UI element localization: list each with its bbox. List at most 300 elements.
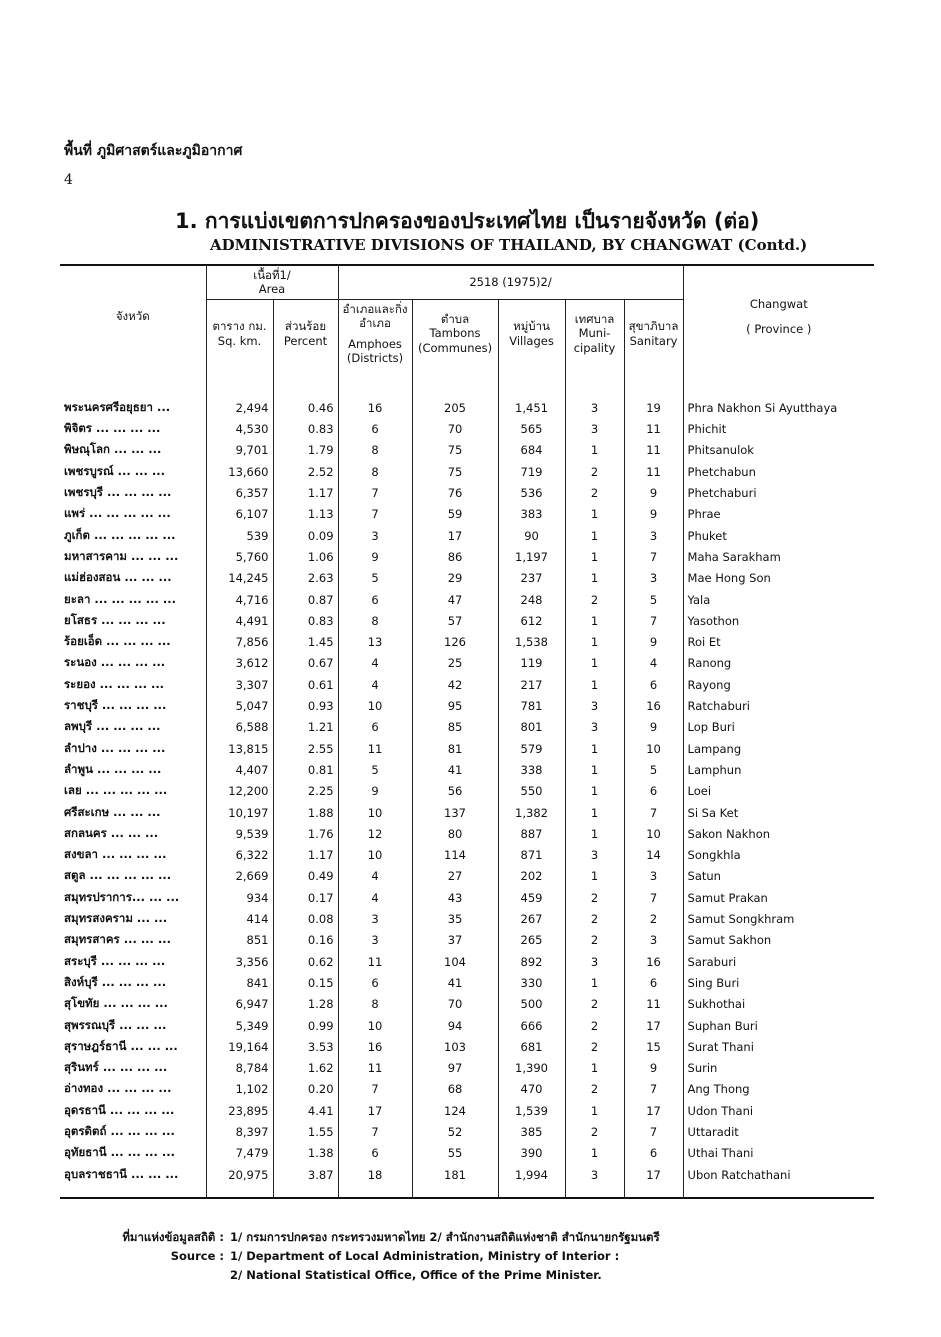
page-number: 4 <box>64 172 73 188</box>
header-amphoe-thai: อำเภอและกิ่งอำเภอ <box>342 301 408 331</box>
province-english-cell: Phichit <box>683 419 874 440</box>
table-row <box>60 802 874 823</box>
tambon-cell: 70 <box>412 419 498 440</box>
amphoe-cell: 7 <box>338 504 412 525</box>
tambon-cell: 52 <box>412 1121 498 1142</box>
header-sqkm <box>206 299 273 367</box>
table-row <box>60 930 874 951</box>
table-row <box>60 1036 874 1057</box>
header-villages-english: Villages <box>509 333 554 348</box>
amphoe-cell: 10 <box>338 695 412 716</box>
table-row <box>60 1121 874 1142</box>
area-cell: 5,349 <box>206 1015 273 1036</box>
percent-cell: 0.99 <box>273 1015 338 1036</box>
province-english-cell: Sukhothai <box>683 994 874 1015</box>
amphoe-cell: 6 <box>338 419 412 440</box>
province-english-cell: Uthai Thani <box>683 1143 874 1164</box>
table-row <box>60 674 874 695</box>
percent-cell: 2.52 <box>273 461 338 482</box>
tambon-cell: 35 <box>412 908 498 929</box>
area-cell: 841 <box>206 972 273 993</box>
municipality-cell: 1 <box>565 1143 624 1164</box>
amphoe-cell: 8 <box>338 994 412 1015</box>
area-cell: 6,357 <box>206 482 273 503</box>
province-thai-cell: อุทัยธานี ... ... ... ... <box>60 1143 206 1164</box>
province-english-cell: Yasothon <box>683 610 874 631</box>
percent-cell: 1.88 <box>273 802 338 823</box>
sanitary-cell: 17 <box>624 1100 683 1121</box>
amphoe-cell: 3 <box>338 930 412 951</box>
header-year: 2518 (1975)2/ <box>338 265 683 299</box>
province-thai-cell: ราชบุรี ... ... ... ... <box>60 695 206 716</box>
villages-cell: 684 <box>498 440 565 461</box>
province-english-cell: Sakon Nakhon <box>683 823 874 844</box>
tambon-cell: 137 <box>412 802 498 823</box>
tambon-cell: 47 <box>412 589 498 610</box>
percent-cell: 0.83 <box>273 610 338 631</box>
percent-cell: 3.53 <box>273 1036 338 1057</box>
province-english-cell: Roi Et <box>683 632 874 653</box>
area-cell: 8,784 <box>206 1057 273 1078</box>
municipality-cell: 1 <box>565 823 624 844</box>
percent-cell: 1.17 <box>273 844 338 865</box>
table-row <box>60 738 874 759</box>
villages-cell: 237 <box>498 568 565 589</box>
municipality-cell: 1 <box>565 610 624 631</box>
tambon-cell: 124 <box>412 1100 498 1121</box>
sanitary-cell: 6 <box>624 972 683 993</box>
sanitary-cell: 17 <box>624 1015 683 1036</box>
amphoe-cell: 11 <box>338 951 412 972</box>
tambon-cell: 76 <box>412 482 498 503</box>
amphoe-cell: 10 <box>338 1015 412 1036</box>
percent-cell: 1.79 <box>273 440 338 461</box>
area-cell: 6,322 <box>206 844 273 865</box>
table-body <box>60 367 874 1198</box>
header-area-thai: เนื้อที่1/ <box>253 268 291 282</box>
villages-cell: 550 <box>498 781 565 802</box>
area-cell: 6,588 <box>206 717 273 738</box>
municipality-cell: 1 <box>565 866 624 887</box>
tambon-cell: 29 <box>412 568 498 589</box>
villages-cell: 781 <box>498 695 565 716</box>
province-english-cell: Lamphun <box>683 759 874 780</box>
villages-cell: 217 <box>498 674 565 695</box>
sanitary-cell: 7 <box>624 610 683 631</box>
header-sanitary <box>624 299 683 367</box>
table-row <box>60 653 874 674</box>
sanitary-cell: 3 <box>624 568 683 589</box>
tambon-cell: 126 <box>412 632 498 653</box>
percent-cell: 1.17 <box>273 482 338 503</box>
percent-cell: 0.17 <box>273 887 338 908</box>
sanitary-cell: 19 <box>624 397 683 418</box>
villages-cell: 681 <box>498 1036 565 1057</box>
tambon-cell: 205 <box>412 397 498 418</box>
province-thai-cell: ระนอง ... ... ... ... <box>60 653 206 674</box>
province-english-cell: Uttaradit <box>683 1121 874 1142</box>
percent-cell: 0.08 <box>273 908 338 929</box>
villages-cell: 459 <box>498 887 565 908</box>
municipality-cell: 1 <box>565 440 624 461</box>
source-notes <box>64 1228 660 1285</box>
percent-cell: 0.62 <box>273 951 338 972</box>
tambon-cell: 55 <box>412 1143 498 1164</box>
area-cell: 4,491 <box>206 610 273 631</box>
sanitary-cell: 3 <box>624 525 683 546</box>
percent-cell: 0.16 <box>273 930 338 951</box>
table-spacer-row <box>60 367 874 397</box>
province-thai-cell: อ่างทอง ... ... ... ... <box>60 1079 206 1100</box>
province-thai-cell: อุดรธานี ... ... ... ... <box>60 1100 206 1121</box>
area-cell: 539 <box>206 525 273 546</box>
area-cell: 3,307 <box>206 674 273 695</box>
amphoe-cell: 16 <box>338 1036 412 1057</box>
tambon-cell: 56 <box>412 781 498 802</box>
province-thai-cell: ยะลา ... ... ... ... ... <box>60 589 206 610</box>
sanitary-cell: 10 <box>624 823 683 844</box>
municipality-cell: 2 <box>565 461 624 482</box>
sanitary-cell: 7 <box>624 546 683 567</box>
percent-cell: 1.55 <box>273 1121 338 1142</box>
sanitary-cell: 14 <box>624 844 683 865</box>
sanitary-cell: 7 <box>624 802 683 823</box>
source-label-english: Source : <box>170 1249 224 1263</box>
province-english-cell: Phuket <box>683 525 874 546</box>
area-cell: 3,356 <box>206 951 273 972</box>
tambon-cell: 97 <box>412 1057 498 1078</box>
villages-cell: 390 <box>498 1143 565 1164</box>
municipality-cell: 3 <box>565 844 624 865</box>
municipality-cell: 1 <box>565 738 624 759</box>
villages-cell: 1,539 <box>498 1100 565 1121</box>
tambon-cell: 43 <box>412 887 498 908</box>
source-text-english-1: 1/ Department of Local Administration, Ministry of Interior : <box>230 1249 620 1263</box>
percent-cell: 1.62 <box>273 1057 338 1078</box>
table-row <box>60 866 874 887</box>
villages-cell: 470 <box>498 1079 565 1100</box>
tambon-cell: 75 <box>412 440 498 461</box>
province-thai-cell: สุโขทัย ... ... ... ... <box>60 994 206 1015</box>
province-english-cell: Lampang <box>683 738 874 759</box>
area-cell: 7,479 <box>206 1143 273 1164</box>
villages-cell: 90 <box>498 525 565 546</box>
table-row <box>60 440 874 461</box>
province-thai-cell: ระยอง ... ... ... ... <box>60 674 206 695</box>
sanitary-cell: 4 <box>624 653 683 674</box>
province-english-cell: Surat Thani <box>683 1036 874 1057</box>
province-thai-cell: อุตรดิตถ์ ... ... ... ... <box>60 1121 206 1142</box>
area-cell: 6,107 <box>206 504 273 525</box>
header-municipality-english: Muni- cipality <box>573 326 616 355</box>
municipality-cell: 1 <box>565 802 624 823</box>
header-sqkm-thai: ตาราง กม. <box>212 319 267 334</box>
percent-cell: 0.81 <box>273 759 338 780</box>
province-english-cell: Songkhla <box>683 844 874 865</box>
province-english-cell: Lop Buri <box>683 717 874 738</box>
municipality-cell: 1 <box>565 546 624 567</box>
header-sqkm-english: Sq. km. <box>217 333 262 348</box>
table-row <box>60 994 874 1015</box>
province-english-cell: Si Sa Ket <box>683 802 874 823</box>
sanitary-cell: 6 <box>624 1143 683 1164</box>
municipality-cell: 3 <box>565 695 624 716</box>
amphoe-cell: 10 <box>338 802 412 823</box>
province-english-cell: Surin <box>683 1057 874 1078</box>
amphoe-cell: 16 <box>338 397 412 418</box>
municipality-cell: 1 <box>565 632 624 653</box>
villages-cell: 248 <box>498 589 565 610</box>
province-english-cell: Samut Songkhram <box>683 908 874 929</box>
amphoe-cell: 4 <box>338 887 412 908</box>
villages-cell: 1,197 <box>498 546 565 567</box>
villages-cell: 579 <box>498 738 565 759</box>
amphoe-cell: 8 <box>338 440 412 461</box>
villages-cell: 892 <box>498 951 565 972</box>
province-english-cell: Phitsanulok <box>683 440 874 461</box>
amphoe-cell: 13 <box>338 632 412 653</box>
table-row <box>60 568 874 589</box>
villages-cell: 666 <box>498 1015 565 1036</box>
province-english-cell: Phetchaburi <box>683 482 874 503</box>
tambon-cell: 81 <box>412 738 498 759</box>
villages-cell: 1,382 <box>498 802 565 823</box>
sanitary-cell: 6 <box>624 674 683 695</box>
divisions-table <box>60 264 874 1199</box>
area-cell: 414 <box>206 908 273 929</box>
sanitary-cell: 3 <box>624 930 683 951</box>
amphoe-cell: 11 <box>338 738 412 759</box>
amphoe-cell: 4 <box>338 866 412 887</box>
sanitary-cell: 5 <box>624 759 683 780</box>
header-sanitary-english: Sanitary <box>629 333 678 348</box>
tambon-cell: 85 <box>412 717 498 738</box>
amphoe-cell: 6 <box>338 972 412 993</box>
amphoe-cell: 17 <box>338 1100 412 1121</box>
province-english-cell: Sing Buri <box>683 972 874 993</box>
percent-cell: 0.93 <box>273 695 338 716</box>
header-area <box>206 265 338 299</box>
municipality-cell: 1 <box>565 781 624 802</box>
area-cell: 8,397 <box>206 1121 273 1142</box>
tambon-cell: 94 <box>412 1015 498 1036</box>
province-thai-cell: พิษณุโลก ... ... ... <box>60 440 206 461</box>
villages-cell: 1,538 <box>498 632 565 653</box>
header-amphoe-english: Amphoes (Districts) <box>346 336 404 365</box>
amphoe-cell: 3 <box>338 908 412 929</box>
municipality-cell: 2 <box>565 1036 624 1057</box>
province-thai-cell: ลพบุรี ... ... ... ... <box>60 717 206 738</box>
header-tambon-english: Tambons (Communes) <box>417 326 493 355</box>
tambon-cell: 95 <box>412 695 498 716</box>
municipality-cell: 1 <box>565 504 624 525</box>
villages-cell: 719 <box>498 461 565 482</box>
province-english-cell: Satun <box>683 866 874 887</box>
percent-cell: 0.20 <box>273 1079 338 1100</box>
header-province-thai: จังหวัด <box>60 265 206 367</box>
province-thai-cell: ร้อยเอ็ด ... ... ... ... <box>60 632 206 653</box>
percent-cell: 4.41 <box>273 1100 338 1121</box>
table-row <box>60 759 874 780</box>
sanitary-cell: 7 <box>624 887 683 908</box>
area-cell: 5,047 <box>206 695 273 716</box>
amphoe-cell: 4 <box>338 653 412 674</box>
province-thai-cell: สุพรรณบุรี ... ... ... <box>60 1015 206 1036</box>
tambon-cell: 114 <box>412 844 498 865</box>
province-english-cell: Mae Hong Son <box>683 568 874 589</box>
sanitary-cell: 3 <box>624 866 683 887</box>
table-row <box>60 844 874 865</box>
header-sanitary-thai: สุขาภิบาล <box>628 319 679 334</box>
table-row <box>60 589 874 610</box>
municipality-cell: 2 <box>565 589 624 610</box>
percent-cell: 0.15 <box>273 972 338 993</box>
sanitary-cell: 11 <box>624 440 683 461</box>
percent-cell: 1.28 <box>273 994 338 1015</box>
tambon-cell: 42 <box>412 674 498 695</box>
percent-cell: 1.45 <box>273 632 338 653</box>
table-row <box>60 419 874 440</box>
municipality-cell: 3 <box>565 397 624 418</box>
area-cell: 4,716 <box>206 589 273 610</box>
percent-cell: 1.13 <box>273 504 338 525</box>
table-row <box>60 610 874 631</box>
municipality-cell: 1 <box>565 1100 624 1121</box>
header-changwat-english: Changwat <box>749 297 808 312</box>
source-row-english <box>64 1247 660 1266</box>
area-cell: 3,612 <box>206 653 273 674</box>
area-cell: 934 <box>206 887 273 908</box>
sanitary-cell: 9 <box>624 632 683 653</box>
table-row <box>60 632 874 653</box>
percent-cell: 1.06 <box>273 546 338 567</box>
tambon-cell: 70 <box>412 994 498 1015</box>
table-row <box>60 1143 874 1164</box>
table-row <box>60 482 874 503</box>
percent-cell: 0.87 <box>273 589 338 610</box>
area-cell: 14,245 <box>206 568 273 589</box>
table-row <box>60 717 874 738</box>
municipality-cell: 2 <box>565 1121 624 1142</box>
sanitary-cell: 9 <box>624 504 683 525</box>
header-villages <box>498 299 565 367</box>
header-area-english: Area <box>258 282 286 297</box>
municipality-cell: 1 <box>565 674 624 695</box>
header-tambon-thai: ตำบล <box>440 311 470 326</box>
source-text-english-2: 2/ National Statistical Office, Office of the Prime Minister. <box>230 1268 602 1282</box>
province-thai-cell: ศรีสะเกษ ... ... ... <box>60 802 206 823</box>
percent-cell: 3.87 <box>273 1164 338 1185</box>
header-tambon <box>412 299 498 367</box>
province-english-cell: Samut Prakan <box>683 887 874 908</box>
amphoe-cell: 8 <box>338 610 412 631</box>
header-amphoe <box>338 299 412 367</box>
sanitary-cell: 9 <box>624 482 683 503</box>
villages-cell: 871 <box>498 844 565 865</box>
percent-cell: 0.61 <box>273 674 338 695</box>
province-english-cell: Udon Thani <box>683 1100 874 1121</box>
table-row <box>60 972 874 993</box>
source-text-thai: 1/ กรมการปกครอง กระทรวงมหาดไทย 2/ สำนักงานสถิติแห่งชาติ สำนักนายกรัฐมนตรี <box>230 1230 660 1244</box>
amphoe-cell: 7 <box>338 1079 412 1100</box>
province-english-cell: Ratchaburi <box>683 695 874 716</box>
amphoe-cell: 4 <box>338 674 412 695</box>
header-province-english: ( Province ) <box>746 321 812 336</box>
municipality-cell: 3 <box>565 717 624 738</box>
municipality-cell: 3 <box>565 951 624 972</box>
province-thai-cell: มหาสารคาม ... ... ... <box>60 546 206 567</box>
province-thai-cell: เลย ... ... ... ... ... <box>60 781 206 802</box>
villages-cell: 565 <box>498 419 565 440</box>
province-thai-cell: เพชรบูรณ์ ... ... ... <box>60 461 206 482</box>
province-english-cell: Phrae <box>683 504 874 525</box>
villages-cell: 330 <box>498 972 565 993</box>
sanitary-cell: 9 <box>624 717 683 738</box>
table-row <box>60 1057 874 1078</box>
province-thai-cell: สมุทรสาคร ... ... ... <box>60 930 206 951</box>
sanitary-cell: 2 <box>624 908 683 929</box>
percent-cell: 0.83 <box>273 419 338 440</box>
municipality-cell: 2 <box>565 1015 624 1036</box>
province-thai-cell: สุราษฎร์ธานี ... ... ... <box>60 1036 206 1057</box>
header-changwat <box>683 265 874 367</box>
villages-cell: 267 <box>498 908 565 929</box>
tambon-cell: 41 <box>412 972 498 993</box>
table-row <box>60 525 874 546</box>
table-row <box>60 1100 874 1121</box>
amphoe-cell: 3 <box>338 525 412 546</box>
source-label-thai: ที่มาแห่งข้อมูลสถิติ : <box>122 1230 224 1244</box>
percent-cell: 0.49 <box>273 866 338 887</box>
amphoe-cell: 11 <box>338 1057 412 1078</box>
percent-cell: 2.25 <box>273 781 338 802</box>
table-title-thai: 1. การแบ่งเขตการปกครองของประเทศไทย เป็นรายจังหวัด (ต่อ) <box>175 209 760 233</box>
source-row-thai <box>64 1228 660 1247</box>
area-cell: 6,947 <box>206 994 273 1015</box>
municipality-cell: 2 <box>565 887 624 908</box>
table-row <box>60 1015 874 1036</box>
table-row <box>60 951 874 972</box>
area-cell: 851 <box>206 930 273 951</box>
province-english-cell: Phetchabun <box>683 461 874 482</box>
table-row <box>60 546 874 567</box>
amphoe-cell: 5 <box>338 759 412 780</box>
area-cell: 13,660 <box>206 461 273 482</box>
villages-cell: 801 <box>498 717 565 738</box>
municipality-cell: 1 <box>565 1057 624 1078</box>
area-cell: 13,815 <box>206 738 273 759</box>
area-cell: 2,494 <box>206 397 273 418</box>
province-english-cell: Phra Nakhon Si Ayutthaya <box>683 397 874 418</box>
amphoe-cell: 9 <box>338 781 412 802</box>
province-thai-cell: แพร่ ... ... ... ... ... <box>60 504 206 525</box>
province-english-cell: Rayong <box>683 674 874 695</box>
province-thai-cell: ลำพูน ... ... ... ... <box>60 759 206 780</box>
percent-cell: 2.63 <box>273 568 338 589</box>
villages-cell: 202 <box>498 866 565 887</box>
amphoe-cell: 5 <box>338 568 412 589</box>
table-row <box>60 504 874 525</box>
area-cell: 4,530 <box>206 419 273 440</box>
table-row <box>60 908 874 929</box>
tambon-cell: 80 <box>412 823 498 844</box>
area-cell: 20,975 <box>206 1164 273 1185</box>
province-thai-cell: สตูล ... ... ... ... ... <box>60 866 206 887</box>
area-cell: 7,856 <box>206 632 273 653</box>
province-thai-cell: พระนครศรีอยุธยา ... <box>60 397 206 418</box>
province-english-cell: Saraburi <box>683 951 874 972</box>
percent-cell: 1.38 <box>273 1143 338 1164</box>
